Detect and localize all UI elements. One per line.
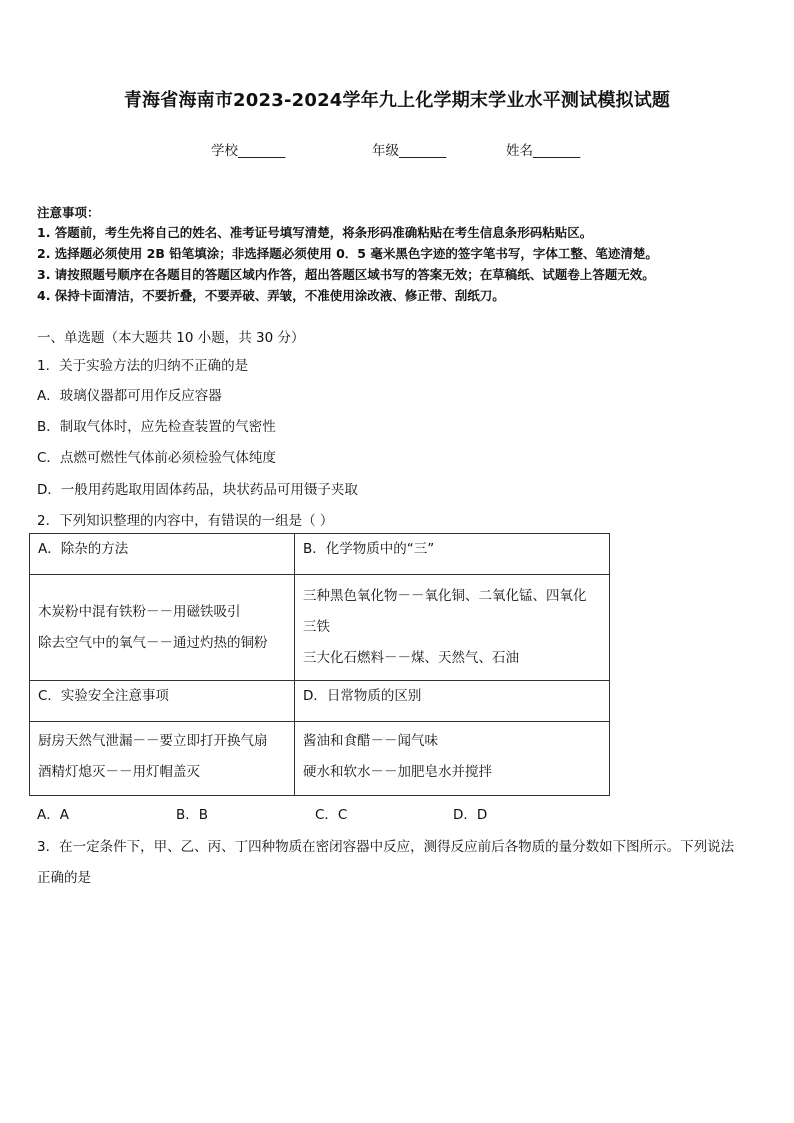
question-3-stem-line-2: 正确的是 (37, 870, 91, 886)
knowledge-table (29, 533, 610, 796)
table-cell-a-head: A．除杂的方法 (30, 534, 295, 575)
table-cell-a-body (30, 575, 295, 681)
question-1-option-d: D．一般用药匙取用固体药品，块状药品可用镊子夹取 (37, 482, 358, 498)
table-cell-line: 厨房天然气泄漏－－要立即打开换气扇 (38, 733, 268, 749)
table-cell-b-body (295, 575, 610, 681)
table-cell-c-body (30, 722, 295, 796)
note-item-4: 4. 保持卡面清洁，不要折叠，不要弄破、弄皱，不准使用涂改液、修正带、刮纸刀。 (37, 288, 505, 303)
notes-heading: 注意事项： (37, 205, 100, 220)
school-field: 学校_______ (211, 143, 286, 159)
note-item-2: 2. 选择题必须使用 2B 铅笔填涂；非选择题必须使用 0．5 毫米黑色字迹的签字笔书写，字体工整、笔迹清楚。 (37, 246, 658, 261)
question-3-stem-line-1: 3．在一定条件下，甲、乙、丙、丁四种物质在密闭容器中反应，测得反应前后各物质的量分数如下图所示。下列说法 (37, 839, 735, 855)
page-title: 青海省海南市2023-2024学年九上化学期末学业水平测试模拟试题 (123, 90, 671, 111)
question-2-option-c: C．C (315, 807, 348, 823)
question-2-stem: 2．下列知识整理的内容中，有错误的一组是（ ） (37, 513, 334, 529)
table-cell-line: 除去空气中的氧气－－通过灼热的铜粉 (38, 635, 268, 651)
table-cell-line: 酱油和食醋－－闻气味 (303, 733, 438, 749)
question-1-stem: 1．关于实验方法的归纳不正确的是 (37, 358, 249, 374)
table-cell-c-head: C．实验安全注意事项 (30, 681, 295, 722)
table-cell-d-body (295, 722, 610, 796)
table-cell-line: 三铁 (303, 619, 330, 635)
note-item-3: 3. 请按照题号顺序在各题目的答题区域内作答，超出答题区域书写的答案无效；在草稿纸、试题卷上答题无效。 (37, 267, 655, 282)
table-cell-d-head: D．日常物质的区别 (295, 681, 610, 722)
question-2-option-b: B．B (176, 807, 209, 823)
question-1-option-c: C．点燃可燃性气体前必须检验气体纯度 (37, 450, 276, 466)
table-cell-b-head: B．化学物质中的“三” (295, 534, 610, 575)
table-cell-line: 三大化石燃料－－煤、天然气、石油 (303, 650, 519, 666)
table-cell-line: 三种黑色氧化物－－氧化铜、二氧化锰、四氧化 (303, 588, 587, 604)
table-cell-line: 酒精灯熄灭－－用灯帽盖灭 (38, 764, 200, 780)
table-cell-line: 硬水和软水－－加肥皂水并搅拌 (303, 764, 492, 780)
name-field: 姓名_______ (506, 143, 581, 159)
grade-field: 年级_______ (372, 143, 447, 159)
question-1-option-b: B．制取气体时，应先检查装置的气密性 (37, 419, 276, 435)
note-item-1: 1. 答题前，考生先将自己的姓名、准考证号填写清楚，将条形码准确粘贴在考生信息条形码粘贴区。 (37, 225, 593, 240)
section-heading: 一、单选题（本大题共 10 小题，共 30 分） (37, 330, 305, 346)
question-2-option-a: A．A (37, 807, 69, 823)
table-cell-line: 木炭粉中混有铁粉－－用磁铁吸引 (38, 604, 241, 620)
question-1-option-a: A．玻璃仪器都可用作反应容器 (37, 388, 222, 404)
question-2-option-d: D．D (453, 807, 488, 823)
